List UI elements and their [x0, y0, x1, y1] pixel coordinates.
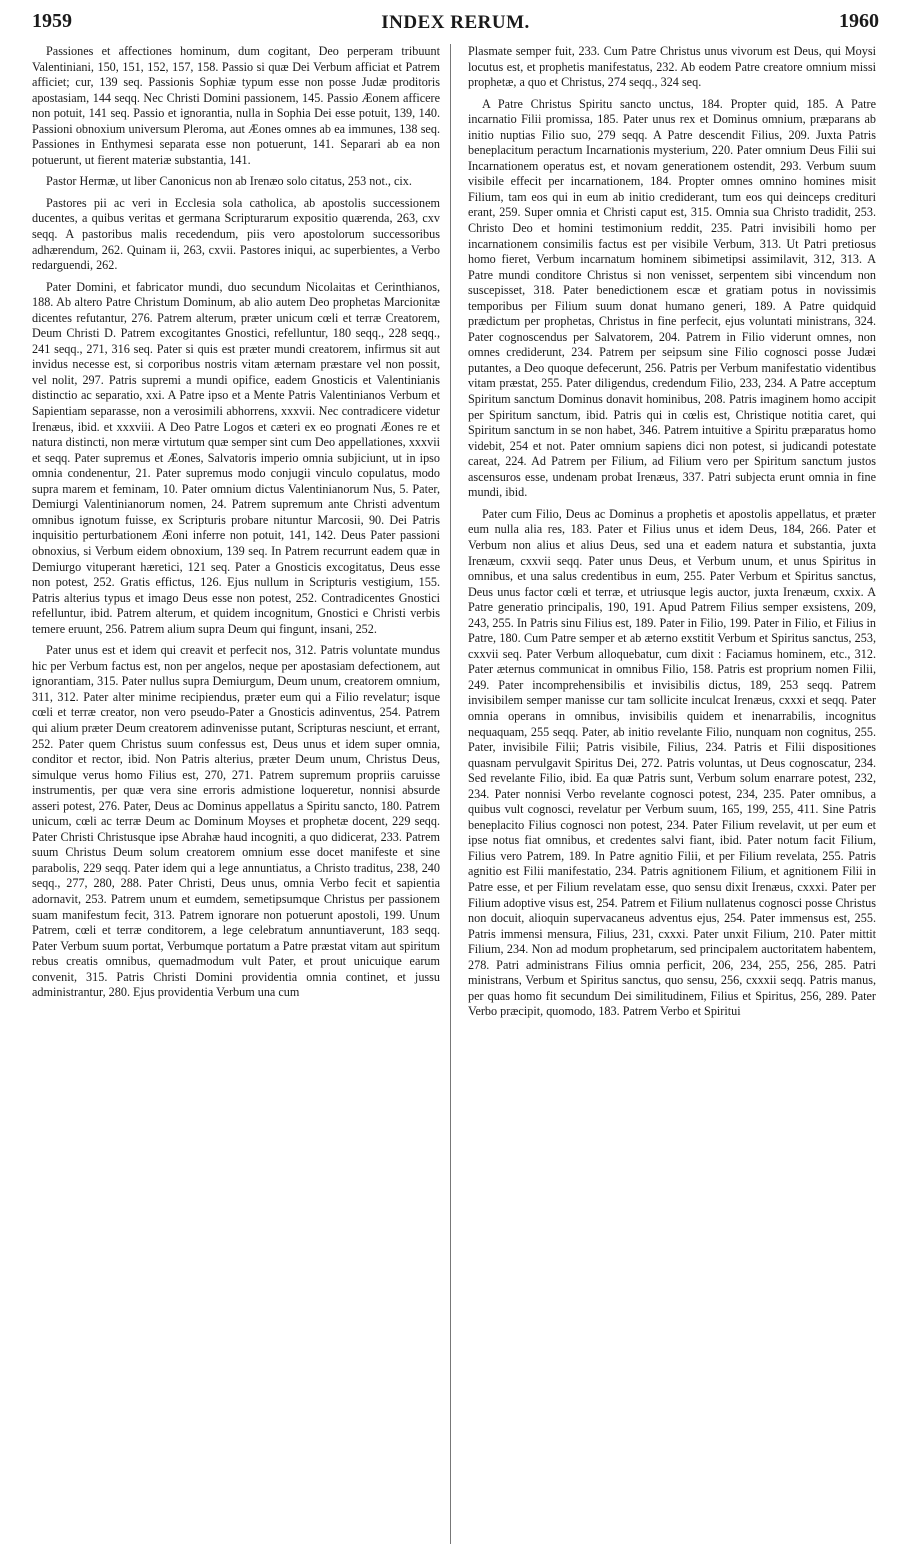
index-entry-pater-domini: Pater Domini, et fabricator mundi, duo secundum Nicolaitas et Cerinthianos, 188. Ab altero Patre Christum Dominum, ab alio autem Deo prophetas Marcionitæ dicentes refutantur, 276. Patrem alterum, præter unicum cœli et terræ Creatorem, Deum Christi D. Patrem excogitantes Gnostici, refelluntur, 180 seqq., 228 seqq., 241 seqq., 271, 316 seq. Pater si quis est præter mundi creatorem, infirmus sit aut invidus necesse est, si corporibus nostris vitam æternam præstare vel non possit, vel nolit, 297. Patris supremi a mundi opifice, eadem Gnosticis et Valentinianis distinctio ac separatio, xxi. A Patre ipso et a Mente Patris Valentinianos Verbum et Sapientiam separasse, non a verosimili abhorrens, xxxvii. Nec contradicere videtur Irenæus, ibid. et xxxviii. A Deo Patre Logos et cæteri ex eo prognati Æones re et natura distincti, non meræ virtutum quæ semper sint cum Deo appellationes, xxxvii et seqq. Pater supremus et Æones, Salvatoris imperio omnia subjiciunt, ut in ipso omnia condenentur, 21. Pater supremus modo conjugii vinculo copulatus, modo supra marem et feminam, 10. Pater omnium dictus Valentinianorum Nus, 5. Pater, Demiurgi Valentinianorum nomen, 24. Patrem supremum ante Christi adventum omnibus ignotum fuisse, ex Scripturis probare nituntur Marcosii, 90. Dei Patris inquisitio perturbationem Æoni inferre non potuit, 141, 142. Deus Pater passioni obnoxius, si Verbum eidem obnoxium, 139 seq. In Patrem recurrunt eadem quæ in Demiurgo vituperant hæretici, 121 seq. Pater a Gnosticis excogitatus, Deus esse non potest, 252. Gratis effictus, 126. Ejus nullum in Scripturis vestigium, 155. Patris alterius typus et imago Deus esse non potest, 252. Contradicentes Gnostici refelluntur, ibid. Patrem alterum, et quidem incognitum, Gnostici e Christi verbis temere eruunt, 256. Patrem alium supra Deum qui fingunt, insani, 252.	[32, 279, 440, 636]
index-entry-pastor: Pastor Hermæ, ut liber Canonicus non ab Irenæo solo citatus, 253 not., cix.	[46, 174, 412, 189]
running-head-title: INDEX RERUM.	[381, 12, 530, 33]
right-column	[468, 44, 876, 1554]
page-number-right: 1960	[839, 10, 879, 32]
page-header	[32, 10, 879, 36]
index-entry-pastores: Pastores pii ac veri in Ecclesia sola catholica, ab apostolis successionem ducentes, a quibus veritas et germana Scripturarum expositio quærenda, 263, cxv seqq. A pastoribus malis recedendum, piis vero apostolorum successoribus adhærendum, 262. Quinam ii, 263, cxvii. Pastores iniqui, ac superbientes, a Verbo redarguendi, 262.	[32, 195, 440, 273]
index-entry-a-patre: A Patre Christus Spiritu sancto unctus, 184. Propter quid, 185. A Patre incarnatio Filii promissa, 185. Pater unus rex et Dominus omnium, præparans ab initio nuptias Filio suo, 279 seqq. A Patre descendit Filius, 209. Juxta Patris beneplacitum peractum Incarnationis mysterium, 220. Pater omnium Deus Filii sui Incarnationem operatus est, et novam generationem ostendit, 293. Verbum suum visibile effecit per incarnationem, 184. Propter omnes omnino homines misit Filium, tam eos qui in eum ab initio crediderant, tum eos qui deinceps credituri erant, 259. Super omnia et Christi caput est, 315. Omnia sua Christo tradidit, 253. Christo Deo et homini testimonium reddit, 235. Patri invisibili homo per incarnationem consimilis factus est per visibile Verbum, 313. Ut Patri pretiosus homo fieret, Verbum incarnatum hominem sibimetipsi assimilavit, 312, 313. A Patre mundi conditore Christus si non venisset, serpentem sibi vincendum non suscepisset, 318. Pater benedictionem escæ et gratiam potus in novissimis temporibus per Filium suum donat humano generi, 189. A Patre quidquid prædictum per prophetas, Christus in fine perfecit, ejus voluntati ministrans, 324. Pater cognoscendus per Salvatorem, 204. Patrem in Filio viderunt omnes, non omnes crediderunt, 234. Patrem per seipsum sine Filio cognosci posse Judæi putantes, a Deo quoque defecerunt, 256. Patris per Verbum manifestatio videntibus vitam præstat, 255. Pater diligendus, credendum Filio, 233, 234. A Patre acceptum Spiritum sanctum Dominus donavit hominibus, 208. Patris imaginem homo accipit per Spiritum sanctum, ibid. Patris qui in cœlis est, Christique notitia caret, qui Spiritum sanctum in se non habet, 346. Patrem intuitive a Spiritu præparatus homo videbit, 254 et not. Pater omnium sapiens dici non potest, si judicandi potestate careat, 224. Ad Patrem per Filium, ad Filium vero per Spiritum sanctum justos ascensuros esse, undenam probat Irenæus, 337. Patri subjecta erunt omnia in fine mundi, ibid.	[468, 96, 876, 500]
index-entry-continuation: Plasmate semper fuit, 233. Cum Patre Christus unus vivorum est Deus, qui Moysi locutus est, et prophetis manifestatus, 232. Ab eodem Patre creatore omnium missi prophetæ, a quo et Christus, 274 seqq., 324 seq.	[468, 44, 876, 90]
index-entry-passiones: Passiones et affectiones hominum, dum cogitant, Deo perperam tribuunt Valentiniani, 150, 151, 152, 157, 158. Passio si quæ Dei Verbum afficiat et Patrem afficiet; cur, 139 seq. Passionis Sophiæ typum esse non posse Judæ proditoris apostasiam, 144 seqq. Nec Christi Domini passionem, 145. Passio Æonem afficere non potuit, 141 seq. Passio et ignorantia, nulla in Sophia Dei esse potuit, 139, 140. Passioni obnoxium universum Pleroma, aut Æones omnes ab ea immunes, 138 seq. Passiones in Enthymesi separata esse non potuerunt, 141. Separari ab ea non potuerunt, ut fierent materiæ substantia, 141.	[32, 44, 440, 167]
column-divider	[450, 44, 451, 1544]
left-column	[32, 44, 440, 1554]
index-entry-pater-cum-filio: Pater cum Filio, Deus ac Dominus a prophetis et apostolis appellatus, et præter eum nulla alia res, 183. Pater et Filius unus et idem Deus, 184, 266. Pater et Verbum non alius et alius Deus, sed una et eadem natura et substantia, juxta Irenæum, cxxvii seqq. Pater unus Deus, et Verbum unum, et unus Spiritus in omnibus, et una salus credentibus in eum, 255. Pater Verbum et Spiritus sanctus, Deus unus factor cœli et terræ, et utriusque legis auctor, juxta Irenæum, cxxix. A Patre generatio principalis, 190, 191. Apud Patrem Filius semper exsistens, 209, 243, 255. In Patris sinu Filius est, 189. Pater in Filio, 199. Pater in Filio, et Filius in Patre, 180. Cum Patre semper et ab æterno exstitit Verbum et Spiritus sanctus, 253, cxxvii seq. Pater Verbum alloquebatur, cum dixit : Faciamus hominem, etc., 312. Pater æternus communicat in omnibus Filio, 158. Patris est proprium nomen Filii, 249. Pater incomprehensibilis et invisibilis dictus, 189, 253 seqq. Patrem invisibilem semper manisse cur tam sollicite inculcat Irenæus, cxxxi et seqq. Pater omnia operans in omnibus, invisibilis quidem et inenarrabilis, incognitus nequaquam, 255 seqq. Pater, ab initio revelante Filio, nunquam non cognitus, 255. Pater, invisibile Filii; Patris visibile, Filius, 234. Patris et Filii dispositiones quasnam pervulgavit Spiritus Dei, 272. Patris voluntas, ut Deus cognoscatur, 234. Sed revelante Filio, ibid. Ea quæ Patris sunt, Verbum solum enarrare potest, 232, 234. Pater nonnisi Verbo revelante cognosci potest, 234, 235. Pater omnibus, a quibus vult cognosci, revelatur per Verbum suum, 165, 199, 255, 411. Sine Patris beneplacito Filius cognosci non potest, 234. Pater Filium revelavit, ut per eum et ipse notus fiat omnibus, et credentes salvi fiant, ibid. Pater notum facit Filium, Filius vero Patrem, 189. In Patre agnitio Filii, et per Filium revelata, 255. Patris agnitio est Filii manifestatio, 234. Patris agnitionem Filium, et agnitionem Filii in Patre esse, et per Filium revelatam esse, quo sensu dixit Irenæus, cxxxi. Pater per Filium adoptive visus est, 254. Patrem et Filium nullatenus cognosci posse Christus non docuit, alioquin supervacaneus adventus ejus, 254. Pater immensus est, 255. Patris immensi mensura, Filius, 231, cxxxi. Pater unxit Filium, 210. Pater mittit Filium, 234. Non ad modum prophetarum, sed principalem auctoritatem habentem, 278. Patri administrans Filius omnia perficit, 206, 234, 255, 256, 285. Patri ministrans, Verbum et Spiritus sanctus, quo sensu, 256, cxxxii seqq. Patris manus, per quas homo fit secundum Dei similitudinem, Filius et Spiritus, 256, 289. Pater Verbo præcipit, quomodo, 183. Patrem Verbo et Spiritui	[468, 506, 876, 1019]
index-entry-pater-unus: Pater unus est et idem qui creavit et perfecit nos, 312. Patris voluntate mundus hic per Verbum factus est, non per angelos, neque per apostasiam defectionem, aut ignorantiam, 315. Pater nullus supra Demiurgum, Deum unum, creatorem omnium, 311, 312. Pater alter minime recipiendus, præter eum qui a Filio revelatur; isque cœli et terræ creator, non vero pseudo-Pater a Gnosticis adinventus, 254. Patrem qui alium præter Deum creatorem adinvenisse putant, Scripturas nesciunt, et errant, 252. Pater quem Christus suum confessus est, Deus unus et idem super omnia, conditor et rector, ibid. Non Patris alterius, præter Deum unum, Christus Deus, simulque verus homo Filius est, 270, 271. Patrem supremum propriis caruisse instrumentis, per quæ vera sine erroris admistione loqueretur, nonnisi absurde asseri potest, 276. Pater, Deus ac Dominus appellatus a Spiritu sancto, 180. Patrem unicum, cœli ac terræ Deum ac Dominum Moyses et prophetæ docent, 229 seqq. Pater Christi Christusque ipse Abrahæ haud incogniti, a quo didicerat, 233. Patrem suum Christus Deum solum creatorem omnium esse docet manifeste et sine parabolis, 229 seqq. Pater idem qui a lege annuntiatus, a Christo traditus, 238, 240 seqq., 277, 280, 288. Pater Christi, Deus unus, omnia Verbo fecit et sapientia adornavit, 253. Patrem unum et eumdem, semetipsumque Christus per passionem suam manifestum fecit, 313. Patrem ignorare non potuerunt apostoli, 199. Unum Patrem, cœli et terræ conditorem, a lege celebratum annuntiaverunt, 183 seqq. Pater Verbum suum portat, Verbumque portatum a Patre præstat vitam aut spiritum rebus creatis omnibus, quemadmodum vult Pater, et prout unicuique earum convenit, 315. Patris Christi Domini providentia omnia continet, et jussu administrantur, 280. Ejus providentia Verbum una cum	[32, 643, 440, 1000]
page-number-left: 1959	[32, 10, 72, 32]
